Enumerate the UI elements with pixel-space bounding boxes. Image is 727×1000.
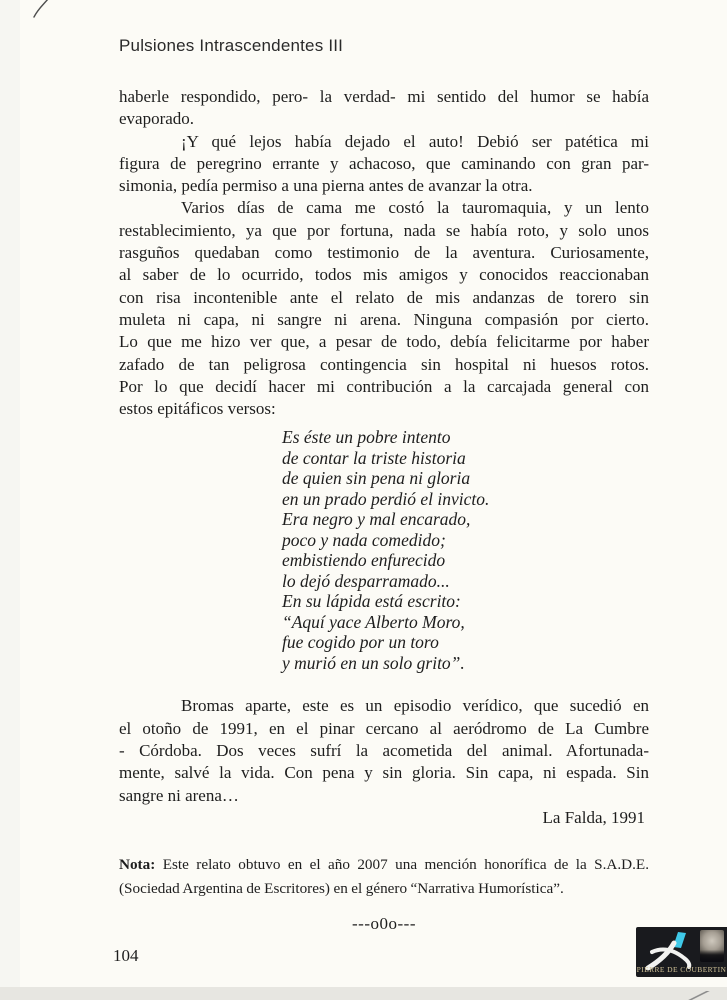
nota-section (119, 853, 649, 900)
text-line: estos epitáficos versos: (119, 399, 276, 419)
text-line: Bromas aparte, este es un episodio verídico, que sucedió en (181, 696, 649, 716)
text-line: al saber de lo ocurrido, todos mis amigos y conocidos reaccionaban (119, 265, 649, 285)
coubertin-portrait (700, 930, 724, 962)
text-line: “Aquí yace Alberto Moro, (282, 611, 465, 632)
logo-title: PIERRE DE COUBERTIN (636, 965, 727, 974)
logo-box (636, 927, 727, 977)
closing-paragraph (119, 695, 649, 806)
text-line: Varios días de cama me costó la tauromaquia, y un lento (181, 198, 649, 218)
paragraph (119, 695, 649, 806)
inkwell-shape (632, 991, 727, 1000)
text-line: sangre ni arena… (119, 785, 239, 805)
paragraph (119, 86, 649, 131)
nota-line (119, 853, 649, 877)
text-line: simonia, pedía permiso a una pierna antes de avanzar la otra. (119, 176, 533, 196)
nota-line: (Sociedad Argentina de Escritores) en el género “Narrativa Humorística”. (119, 879, 564, 897)
running-header: Pulsiones Intrascendentes III (119, 36, 344, 55)
paragraph (119, 197, 649, 420)
nota-text: Este relato obtuvo en el año 2007 una mención honorífica de la S.A.D.E. (162, 856, 649, 874)
text-line: ¡Y qué lejos había dejado el auto! Debió ser patética mi (181, 131, 649, 151)
text-line: restablecimiento, ya que por fortuna, nada se había roto, y solo unos (119, 220, 649, 240)
text-line: Por lo que decidí hacer mi contribución a la carcajada general con (119, 376, 649, 396)
text-line: muleta ni capa, ni sangre ni arena. Ninguna compasión por cierto. (119, 309, 649, 329)
section-divider: ---o0o--- (352, 914, 416, 934)
text-line: - Córdoba. Dos veces sufrí la acometida del animal. Afortunada- (119, 741, 649, 761)
dateline: La Falda, 1991 (542, 807, 645, 827)
nota-label: Nota: (119, 856, 156, 874)
publisher-logo (636, 927, 727, 1000)
text-line: rasguños quedaban como testimonio de la aventura. Curiosamente, (119, 243, 649, 263)
scan-bottom-edge (0, 987, 727, 1000)
text-line: figura de peregrino errante y achacoso, que caminando con gran par- (119, 153, 649, 173)
text-line: evaporado. (119, 109, 195, 129)
body-paragraphs (119, 86, 649, 420)
page-number: 104 (113, 946, 139, 965)
text-line: y murió en un solo grito”. (282, 652, 465, 673)
text-line: mente, salvé la vida. Con pena y sin gloria. Sin capa, ni espada. Sin (119, 763, 649, 783)
text-line: poco y nada comedido; (282, 529, 446, 550)
text-column (119, 86, 649, 936)
text-line: lo dejó desparramado... (282, 570, 450, 591)
text-line: de contar la triste historia (282, 447, 466, 468)
text-line: En su lápida está escrito: (282, 591, 461, 612)
text-line: zafado de tan peligrosa contingencia sin hospital ni huesos rotos. (119, 354, 649, 374)
text-line: Era negro y mal encarado, (282, 509, 471, 530)
scan-left-edge (0, 0, 20, 1000)
text-line: de quien sin pena ni gloria (282, 468, 471, 489)
pen-mark (28, 0, 54, 20)
text-line: el otoño de 1991, en el pinar cercano al aeródromo de La Cumbre (119, 718, 649, 738)
poem (282, 427, 649, 673)
text-line: en un prado perdió el invicto. (282, 488, 490, 509)
text-line: embistiendo enfurecido (282, 550, 446, 571)
paragraph (119, 131, 649, 198)
text-line: haberle respondido, pero- la verdad- mi sentido del humor se había (119, 87, 649, 106)
text-line: Es éste un pobre intento (282, 427, 451, 448)
text-line: fue cogido por un toro (282, 632, 439, 653)
text-line: Lo que me hizo ver que, a pesar de todo, debía felicitarme por haber (119, 332, 649, 352)
text-line: con risa incontenible ante el relato de mis andanzas de torero sin (119, 287, 649, 307)
